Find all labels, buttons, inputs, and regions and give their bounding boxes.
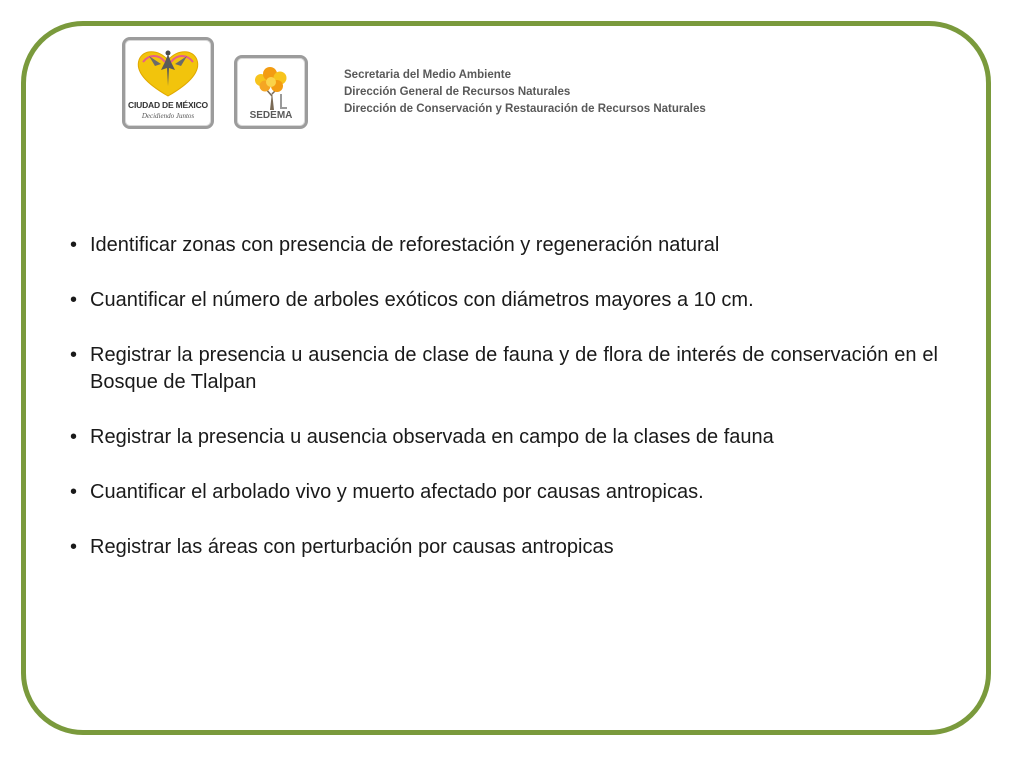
bullet-dot: • — [70, 344, 78, 366]
bullet-text: Cuantificar el arbolado vivo y muerto afectado por causas antropicas. — [90, 481, 704, 503]
bullet-item-disturbed-areas — [68, 534, 938, 561]
bullet-item-reforestation — [68, 232, 938, 259]
bullet-item-fauna-field — [68, 424, 938, 451]
header-line-direccion-general: Dirección General de Recursos Naturales — [344, 86, 571, 98]
ciudad-de-mexico-logo — [122, 37, 214, 129]
bullet-dot: • — [70, 481, 78, 503]
bullet-text: Registrar la presencia u ausencia de clase de fauna y de flora de interés de conservación en el Bosque de Tlalpan — [90, 344, 938, 393]
bullet-text: Cuantificar el número de arboles exóticos con diámetros mayores a 10 cm. — [90, 289, 754, 311]
cdmx-logo-text: CIUDAD DE MÉXICO — [128, 100, 208, 110]
bullet-dot: • — [70, 426, 78, 448]
header-line-direccion-conservacion: Dirección de Conservación y Restauración de Recursos Naturales — [344, 103, 706, 115]
bullet-dot: • — [70, 289, 78, 311]
institution-header — [344, 67, 706, 118]
sedema-logo — [234, 55, 308, 129]
bullet-text: Registrar las áreas con perturbación por causas antropicas — [90, 536, 614, 558]
bullet-dot: • — [70, 234, 78, 256]
header-line-secretaria: Secretaria del Medio Ambiente — [344, 69, 512, 81]
cdmx-logo-tagline: Decidiendo Juntos — [141, 112, 195, 120]
bullet-text: Identificar zonas con presencia de reforestación y regeneración natural — [90, 234, 720, 256]
objectives-bullet-list — [68, 232, 938, 561]
bullet-dot: • — [70, 536, 78, 558]
sedema-logo-text: SEDEMA — [249, 110, 293, 121]
bullet-text: Registrar la presencia u ausencia observada en campo de la clases de fauna — [90, 426, 774, 448]
bullet-item-living-dead-trees — [68, 479, 938, 506]
bullet-item-exotic-trees — [68, 287, 938, 314]
bullet-item-fauna-flora-conservation — [68, 342, 938, 396]
